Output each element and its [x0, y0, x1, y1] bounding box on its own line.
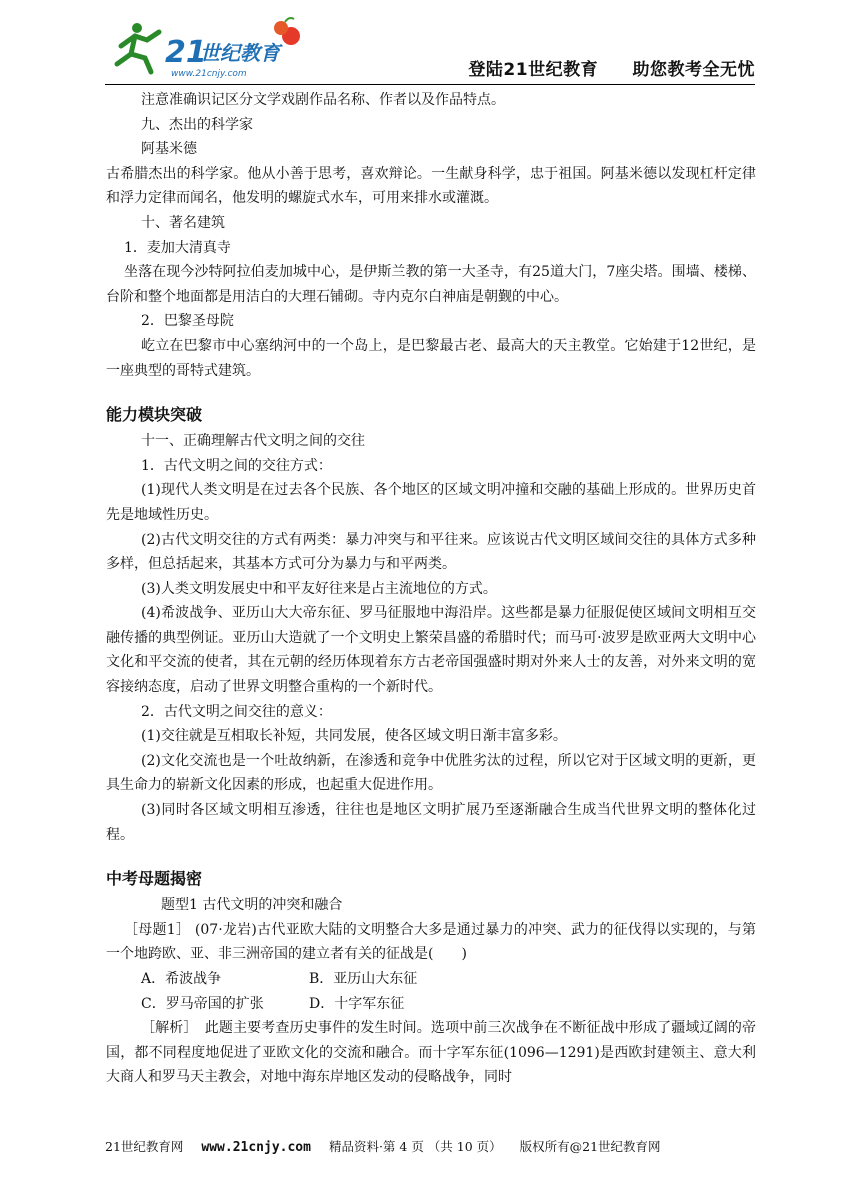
paragraph: (1)交往就是互相取长补短，共同发展，使各区域文明日渐丰富多彩。	[141, 728, 567, 745]
footer-page-info: 精品资料·第 4 页 （共 10 页）	[328, 1139, 502, 1154]
footer-copyright: 版权所有@21世纪教育网	[519, 1139, 661, 1154]
question-type: 题型1 古代文明的冲突和融合	[161, 897, 343, 914]
option-c: C．罗马帝国的扩张	[141, 995, 264, 1012]
scientist-name: 阿基米德	[141, 141, 197, 158]
paragraph: (2)文化交流也是一个吐故纳新，在渗透和竞争中优胜劣汰的过程，所以它对于区域文明的更新，更具生命力的崭新文化因素的形成，也起重大促进作用。	[106, 752, 756, 794]
section-heading-11: 十一、正确理解古代文明之间的交往	[141, 433, 365, 450]
paragraph: (3)同时各区域文明相互渗透，往往也是地区文明扩展乃至逐渐融合生成当代世界文明的整体化过程。	[106, 802, 756, 843]
page-footer	[105, 1137, 755, 1155]
option-b: B．亚历山大东征	[309, 971, 418, 987]
logo-url: www.21cnjy.com	[171, 69, 247, 79]
paragraph: (1)现代人类文明是在过去各个民族、各个地区的区域文明冲撞和交融的基础上形成的。世界历史首先是地域性历史。	[106, 482, 756, 523]
page-body	[106, 88, 756, 1090]
paragraph: (3)人类文明发展史中和平友好往来是占主流地位的方式。	[141, 580, 497, 597]
option-a: A．希波战争	[141, 971, 222, 987]
header-slogan	[468, 55, 755, 80]
page-header	[105, 14, 755, 85]
subheading: 1．古代文明之间的交往方式：	[141, 457, 332, 474]
subheading: 2．古代文明之间交往的意义：	[141, 703, 332, 720]
paragraph: 屹立在巴黎市中心塞纳河中的一个岛上，是巴黎最古老、最高大的天主教堂。它始建于12世纪，是一座典型的哥特式建筑。	[106, 337, 756, 379]
section-heading-10: 十、著名建筑	[141, 214, 225, 231]
section-title-ability: 能力模块突破	[106, 405, 203, 425]
analysis-paragraph: ［解析］ 此题主要考查历史事件的发生时间。选项中前三次战争在不断征战中形成了疆域辽阔的帝国，都不同程度地促进了亚欧文化的交流和融合。而十字军东征(1096—1291)是西欧封建领主、意大利大商人和罗马天主教会，对地中海东岸地区发动的侵略战争，同时	[106, 1020, 756, 1086]
subheading: 2．巴黎圣母院	[141, 313, 234, 330]
options-row	[106, 992, 756, 1017]
section-heading-9: 九、杰出的科学家	[141, 116, 253, 133]
section-title-exam: 中考母题揭密	[106, 869, 203, 889]
paragraph: (4)希波战争、亚历山大大帝东征、罗马征服地中海沿岸。这些都是暴力征服促使区域间文明相互交融传播的典型例证。亚历山大造就了一个文明史上繁荣昌盛的希腊时代；而马可·波罗是欧亚两大文明中心文化和平交流的使者，其在元朝的经历体现着东方古老帝国强盛时期对外来人士的友善，对外来文明的宽容接纳态度，启动了世界文明整合重构的一个新时代。	[106, 605, 756, 696]
paragraph: (2)古代文明交往的方式有两类：暴力冲突与和平往来。应该说古代文明区域间交往的具体方式多种多样，但总括起来，其基本方式可分为暴力与和平两类。	[106, 531, 756, 573]
subheading: 1．麦加大清真寺	[124, 239, 231, 256]
paragraph: 注意准确识记区分文学戏剧作品名称、作者以及作品特点。	[141, 92, 505, 108]
paragraph: 古希腊杰出的科学家。他从小善于思考，喜欢辩论。一生献身科学，忠于祖国。阿基米德以发现杠杆定律和浮力定律而闻名，他发明的螺旋式水车，可用来排水或灌溉。	[106, 165, 756, 207]
options-row	[106, 967, 756, 992]
footer-site: 21世纪教育网	[105, 1139, 184, 1154]
question-stem: ［母题1］ (07·龙岩)古代亚欧大陆的文明整合大多是通过暴力的冲突、武力的征伐得以实现的，与第一个地跨欧、亚、非三洲帝国的建立者有关的征战是( )	[106, 921, 756, 963]
slogan-left: 登陆21世纪教育	[468, 60, 599, 80]
footer-url[interactable]: www.21cnjy.com	[201, 1140, 311, 1155]
site-logo	[107, 14, 307, 82]
svg-text:21: 21	[165, 35, 207, 70]
runner-icon	[117, 23, 159, 72]
slogan-right: 助您教考全无忧	[632, 60, 755, 80]
option-d: D．十字军东征	[309, 995, 405, 1012]
paragraph: 坐落在现今沙特阿拉伯麦加城中心，是伊斯兰教的第一大圣寺，有25道大门，7座尖塔。围墙、楼梯、台阶和整个地面都是用洁白的大理石铺砌。寺内克尔白神庙是朝觐的中心。	[106, 264, 756, 305]
logo-text: 世纪教育	[200, 41, 280, 65]
